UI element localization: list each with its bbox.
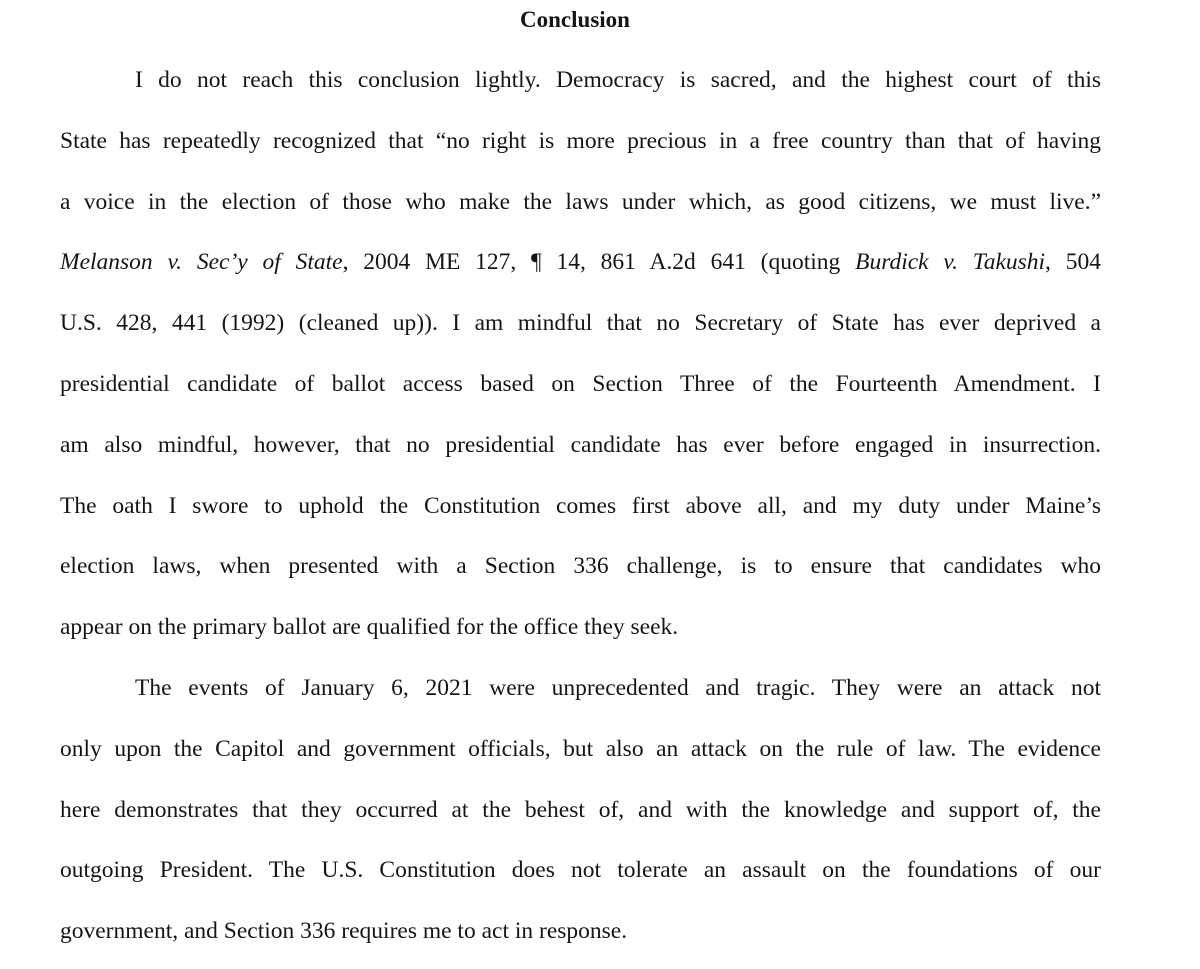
text-line: presidential candidate of ballot access based on Section Three of the Fourteenth Amendment. I	[60, 370, 1101, 397]
text-line: I do not reach this conclusion lightly. Democracy is sacred, and the highest court of this	[135, 67, 1101, 93]
text-line: The events of January 6, 2021 were unprecedented and tragic. They were an attack not	[135, 674, 1101, 701]
text-line: here demonstrates that they occurred at the behest of, and with the knowledge and support of, the	[60, 796, 1101, 823]
text-line: a voice in the election of those who make the laws under which, as good citizens, we must live.”	[60, 188, 1101, 215]
case-name: Burdick v. Takushi	[855, 249, 1046, 276]
section-heading: Conclusion	[520, 7, 630, 32]
text-line: appear on the primary ballot are qualified for the office they seek.	[60, 614, 679, 641]
text-line: U.S. 428, 441 (1992) (cleaned up)). I am mindful that no Secretary of State has ever deprived a	[60, 310, 1101, 337]
text-line: The oath I swore to uphold the Constitution comes first above all, and my duty under Maine’s	[60, 492, 1101, 519]
text-line: State has repeatedly recognized that “no right is more precious in a free country than that of having	[60, 127, 1101, 154]
citation-text: , 2004 ME 127, ¶ 14, 861 A.2d 641 (quoting	[342, 249, 856, 276]
text-line: only upon the Capitol and government officials, but also an attack on the rule of law. The evidence	[60, 735, 1101, 762]
text-line: government, and Section 336 requires me to act in response.	[60, 918, 628, 945]
citation-text: , 504	[1045, 249, 1101, 276]
body-text	[60, 50, 1101, 962]
case-name: Melanson v. Sec’y of State	[60, 249, 343, 276]
text-line: am also mindful, however, that no presidential candidate has ever before engaged in insurrection.	[60, 431, 1101, 458]
text-line: outgoing President. The U.S. Constitution does not tolerate an assault on the foundations of our	[60, 857, 1101, 884]
citation-line	[60, 232, 1101, 293]
text-line: election laws, when presented with a Section 336 challenge, is to ensure that candidates who	[60, 553, 1101, 580]
